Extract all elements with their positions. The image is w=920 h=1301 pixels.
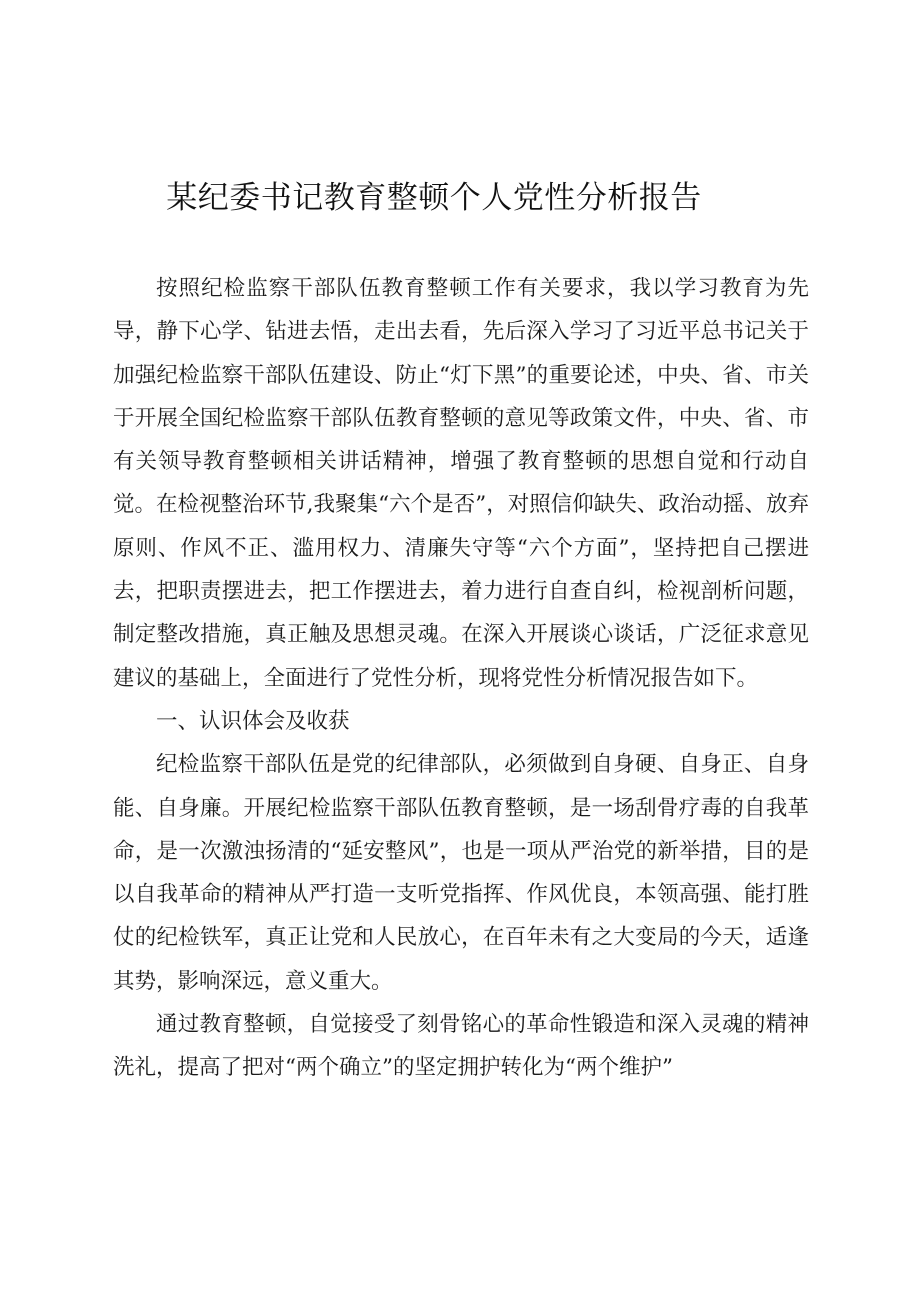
body-paragraph: 通过教育整顿，自觉接受了刻骨铭心的革命性锻造和深入灵魂的精神洗礼，提高了把对“两个确立”的坚定拥护转化为“两个维护”	[113, 1012, 809, 1081]
section-heading: 一、认识体会及收获	[156, 708, 350, 734]
intro-paragraph: 按照纪检监察干部队伍教育整顿工作有关要求，我以学习教育为先导，静下心学、钻进去悟，走出去看，先后深入学习了习近平总书记关于加强纪检监察干部队伍建设、防止“灯下黑”的重要论述，中央、省、市关于开展全国纪检监察干部队伍教育整顿的意见等政策文件，中央、省、市有关领导教育整顿相关讲话精神，增强了教育整顿的思想自觉和行动自觉。在检视整治环节,我聚集“六个是否”，对照信仰缺失、政治动摇、放弃原则、作风不正、滥用权力、清廉失守等“六个方面”，坚持把自己摆进去，把职责摆进去，把工作摆进去，着力进行自查自纠，检视剖析问题，制定整改措施，真正触及思想灵魂。在深入开展谈心谈话，广泛征求意见建议的基础上，全面进行了党性分析，现将党性分析情况报告如下。	[113, 276, 809, 691]
body-paragraph: 纪检监察干部队伍是党的纪律部队，必须做到自身硬、自身正、自身能、自身廉。开展纪检监察干部队伍教育整顿，是一场刮骨疗毒的自我革命，是一次激浊扬清的“延安整风”，也是一项从严治党的新举措，目的是以自我革命的精神从严打造一支听党指挥、作风优良，本领高强、能打胜仗的纪检铁军，真正让党和人民放心，在百年未有之大变局的今天，适逢其势，影响深远，意义重大。	[113, 752, 809, 994]
document-body	[113, 267, 809, 1090]
document-title: 某纪委书记教育整顿个人党性分析报告	[166, 180, 702, 216]
